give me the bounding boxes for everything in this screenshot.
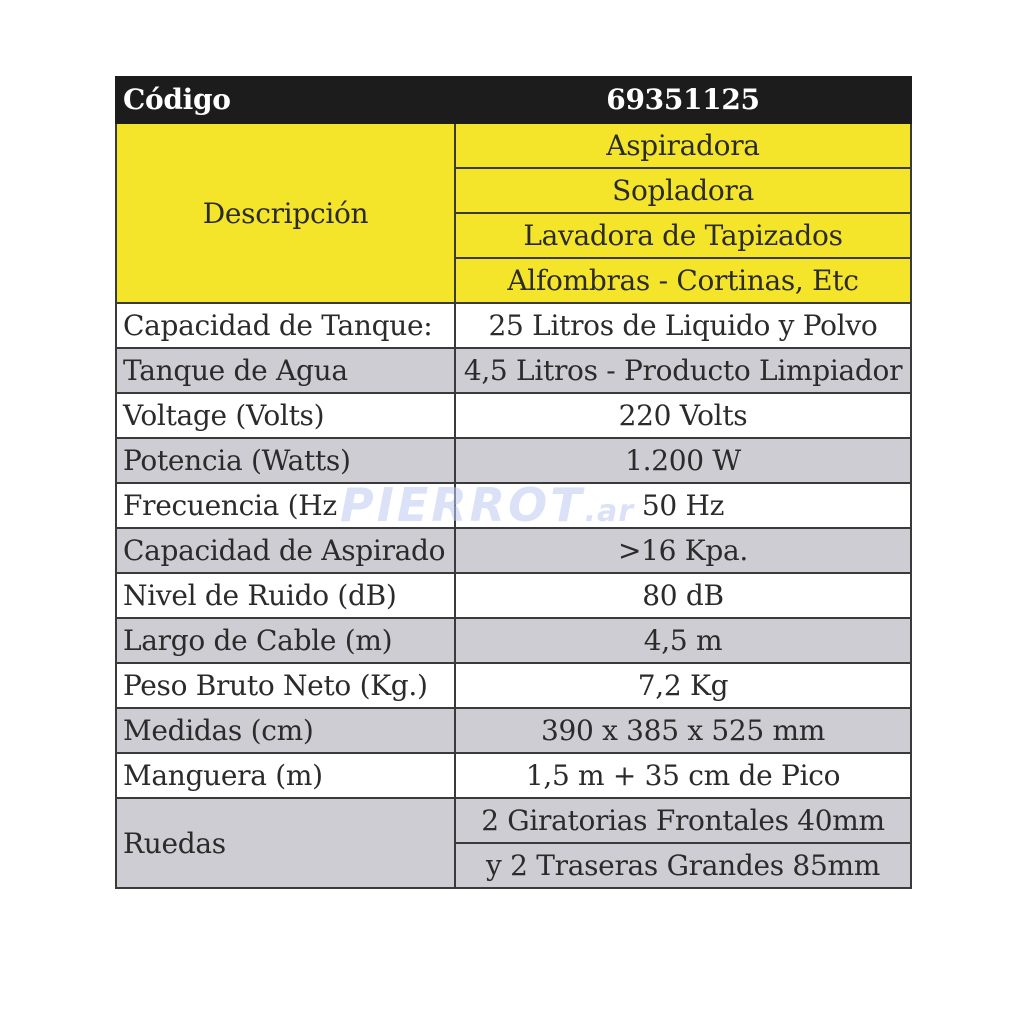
description-row	[116, 123, 911, 168]
row-label: Voltage (Volts)	[116, 393, 455, 438]
table-row	[116, 438, 911, 483]
code-value: 69351125	[455, 77, 911, 123]
row-value: 25 Litros de Liquido y Polvo	[455, 303, 911, 348]
row-label: Medidas (cm)	[116, 708, 455, 753]
row-value: 80 dB	[455, 573, 911, 618]
table-row	[116, 393, 911, 438]
row-label: Potencia (Watts)	[116, 438, 455, 483]
row-label: Tanque de Agua	[116, 348, 455, 393]
wheels-value: y 2 Traseras Grandes 85mm	[455, 843, 911, 888]
description-value: Alfombras - Cortinas, Etc	[455, 258, 911, 303]
row-value: >16 Kpa.	[455, 528, 911, 573]
wheels-value: 2 Giratorias Frontales 40mm	[455, 798, 911, 843]
description-label: Descripción	[116, 123, 455, 303]
watermark-suffix: .ar	[584, 494, 635, 529]
table-row	[116, 483, 911, 528]
description-value: Lavadora de Tapizados	[455, 213, 911, 258]
description-value: Aspiradora	[455, 123, 911, 168]
code-label: Código	[116, 77, 455, 123]
row-label: Capacidad de Aspirado	[116, 528, 455, 573]
table-row	[116, 303, 911, 348]
row-value: 220 Volts	[455, 393, 911, 438]
row-label: Nivel de Ruido (dB)	[116, 573, 455, 618]
row-value: 390 x 385 x 525 mm	[455, 708, 911, 753]
row-value: 7,2 Kg	[455, 663, 911, 708]
row-value: 1.200 W	[455, 438, 911, 483]
wheels-label: Ruedas	[116, 798, 455, 888]
table-row	[116, 573, 911, 618]
watermark-brand: PIERROT	[340, 478, 585, 532]
spec-table	[115, 76, 912, 889]
table-row	[116, 348, 911, 393]
table-header-row	[116, 77, 911, 123]
table-row	[116, 663, 911, 708]
row-label: Capacidad de Tanque:	[116, 303, 455, 348]
table-row	[116, 528, 911, 573]
row-value: 50 Hz	[455, 483, 911, 528]
wheels-row	[116, 798, 911, 843]
description-value: Sopladora	[455, 168, 911, 213]
row-value: 4,5 Litros - Producto Limpiador	[455, 348, 911, 393]
row-value: 4,5 m	[455, 618, 911, 663]
row-label: Manguera (m)	[116, 753, 455, 798]
row-label: Largo de Cable (m)	[116, 618, 455, 663]
table-row	[116, 708, 911, 753]
row-label: Frecuencia (Hz	[116, 483, 455, 528]
row-value: 1,5 m + 35 cm de Pico	[455, 753, 911, 798]
table-row	[116, 618, 911, 663]
row-label: Peso Bruto Neto (Kg.)	[116, 663, 455, 708]
table-row	[116, 753, 911, 798]
